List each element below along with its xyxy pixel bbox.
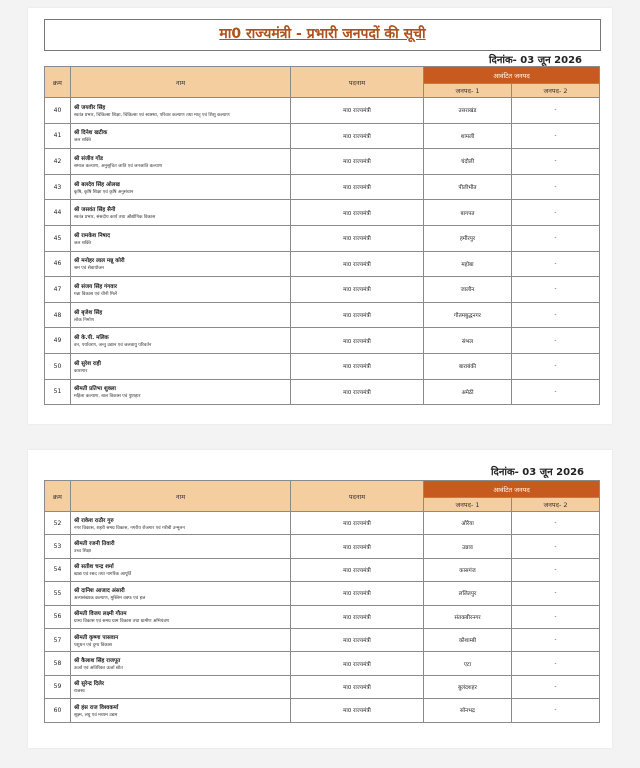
row-district-1: जालौन: [424, 277, 512, 303]
minister-department: खाद्य एवं रसद तथा नागरिक आपूर्ति: [74, 572, 132, 578]
document-title: मा0 राज्यमंत्री - प्रभारी जनपदों की सूची: [219, 26, 426, 42]
row-serial: 42: [45, 149, 71, 175]
row-district-2: -: [512, 699, 600, 722]
row-name-cell: [71, 512, 291, 535]
minister-name: श्री जसवंत सिंह सैनी: [74, 207, 116, 214]
table-row: [45, 558, 600, 581]
row-name-cell: [71, 379, 291, 405]
row-serial: 50: [45, 353, 71, 379]
document-date: दिनांक- 03 जून 2026: [488, 55, 582, 66]
row-name-cell: [71, 652, 291, 675]
table-row: [45, 535, 600, 558]
row-post: मा0 राज्यमंत्री: [291, 328, 424, 354]
minister-department: जल शक्ति: [74, 138, 92, 144]
table-row: [45, 123, 600, 149]
row-serial: 44: [45, 200, 71, 226]
minister-name: श्री बृजेश सिंह: [74, 309, 103, 316]
title-box: [44, 19, 601, 51]
minister-name: श्री जयवीर सिंह: [74, 104, 106, 111]
row-serial: 57: [45, 628, 71, 651]
row-post: मा0 राज्यमंत्री: [291, 251, 424, 277]
minister-department: स्वतंत्र प्रभार, संसदीय कार्य तथा औद्योगिक विकास: [74, 215, 156, 221]
minister-department: स्वतंत्र प्रभार, चिकित्सा शिक्षा, चिकित्सा एवं स्वास्थ्य, परिवार कल्याण तथा मातृ एवं शिशु कल्याण: [74, 112, 230, 118]
table-row: [45, 605, 600, 628]
row-serial: 60: [45, 699, 71, 722]
minister-name: श्री सुरेश राही: [74, 360, 101, 367]
row-district-2: -: [512, 379, 600, 405]
minister-department: श्रम एवं सेवायोजन: [74, 266, 105, 272]
document-page-2: [28, 450, 612, 748]
row-name-cell: [71, 251, 291, 277]
minister-name: श्रीमती रजनी तिवारी: [74, 541, 115, 548]
header-district-1: जनपद- 1: [424, 498, 512, 512]
row-district-2: -: [512, 277, 600, 303]
row-post: मा0 राज्यमंत्री: [291, 675, 424, 698]
minister-name: श्री के.पी. मलिक: [74, 335, 109, 342]
row-serial: 41: [45, 123, 71, 149]
minister-department: पशुधन एवं दुग्ध विकास: [74, 642, 112, 648]
minister-department: गन्ना विकास एवं चीनी मिलें: [74, 291, 117, 297]
row-name-cell: [71, 535, 291, 558]
minister-name: श्रीमती प्रतिभा शुक्ला: [74, 386, 116, 393]
row-district-1: महोबा: [424, 251, 512, 277]
row-district-2: -: [512, 149, 600, 175]
row-name-cell: [71, 149, 291, 175]
minister-name: श्री दानिश आजाद अंसारी: [74, 587, 125, 594]
header-district-2: जनपद- 2: [512, 84, 600, 98]
row-serial: 58: [45, 652, 71, 675]
row-name-cell: [71, 123, 291, 149]
row-district-1: औरैया: [424, 512, 512, 535]
row-post: मा0 राज्यमंत्री: [291, 605, 424, 628]
minister-name: श्री कैलाश सिंह राजपूत: [74, 658, 121, 665]
header-sn: क्रम: [45, 67, 71, 98]
minister-department: समाज कल्याण, अनुसूचित जाति एवं जनजाति कल्याण: [74, 163, 163, 169]
minister-department: कृषि, कृषि शिक्षा एवं कृषि अनुसंधान: [74, 189, 134, 195]
row-district-2: -: [512, 558, 600, 581]
header-name: नाम: [71, 481, 291, 512]
minister-name: श्री सतीश चन्द्र शर्मा: [74, 564, 114, 571]
row-post: मा0 राज्यमंत्री: [291, 174, 424, 200]
row-post: मा0 राज्यमंत्री: [291, 353, 424, 379]
row-name-cell: [71, 558, 291, 581]
row-district-1: संभल: [424, 328, 512, 354]
row-serial: 55: [45, 582, 71, 605]
minister-name: श्री मनोहर लाल मन्नू कोरी: [74, 258, 125, 265]
row-serial: 59: [45, 675, 71, 698]
row-district-2: -: [512, 200, 600, 226]
table-row: [45, 353, 600, 379]
table-row: [45, 582, 600, 605]
header-post: पदनाम: [291, 67, 424, 98]
document-page-1: [28, 8, 612, 424]
header-district-1: जनपद- 1: [424, 84, 512, 98]
table-row: [45, 251, 600, 277]
row-district-1: पीलीभीत: [424, 174, 512, 200]
row-district-2: -: [512, 605, 600, 628]
row-serial: 54: [45, 558, 71, 581]
table-row: [45, 302, 600, 328]
row-post: मा0 राज्यमंत्री: [291, 628, 424, 651]
table-row: [45, 98, 600, 124]
row-district-2: -: [512, 302, 600, 328]
minister-name: श्री दिनेश खटीक: [74, 130, 108, 137]
row-district-2: -: [512, 628, 600, 651]
row-district-2: -: [512, 652, 600, 675]
minister-department: जल शक्ति: [74, 240, 92, 246]
table-row: [45, 675, 600, 698]
ministers-table: [44, 66, 600, 405]
row-district-2: -: [512, 98, 600, 124]
row-serial: 46: [45, 251, 71, 277]
row-district-2: -: [512, 174, 600, 200]
minister-name: श्रीमती विजय लक्ष्मी गौतम: [74, 611, 127, 618]
row-name-cell: [71, 200, 291, 226]
minister-name: श्रीमती कृष्णा पासवान: [74, 634, 119, 641]
row-serial: 52: [45, 512, 71, 535]
row-district-1: संतकबीरनगर: [424, 605, 512, 628]
row-name-cell: [71, 225, 291, 251]
row-serial: 48: [45, 302, 71, 328]
row-serial: 40: [45, 98, 71, 124]
header-district-2: जनपद- 2: [512, 498, 600, 512]
row-name-cell: [71, 605, 291, 628]
row-district-1: बुलंदशहर: [424, 675, 512, 698]
row-district-2: -: [512, 582, 600, 605]
row-post: मा0 राज्यमंत्री: [291, 582, 424, 605]
row-district-2: -: [512, 353, 600, 379]
row-post: मा0 राज्यमंत्री: [291, 302, 424, 328]
row-district-1: उत्तराखंड: [424, 98, 512, 124]
row-post: मा0 राज्यमंत्री: [291, 379, 424, 405]
table-body: [45, 98, 600, 405]
minister-department: महिला कल्याण, बाल विकास एवं पुष्टाहार: [74, 394, 141, 400]
table-body: [45, 512, 600, 723]
header-name: नाम: [71, 67, 291, 98]
header-sn: क्रम: [45, 481, 71, 512]
minister-department: राजस्व: [74, 689, 85, 695]
row-serial: 53: [45, 535, 71, 558]
row-district-1: कासगंज: [424, 558, 512, 581]
row-post: मा0 राज्यमंत्री: [291, 225, 424, 251]
table-row: [45, 277, 600, 303]
row-name-cell: [71, 277, 291, 303]
row-post: मा0 राज्यमंत्री: [291, 200, 424, 226]
row-district-1: अमेठी: [424, 379, 512, 405]
row-name-cell: [71, 675, 291, 698]
minister-name: श्री संजीव गोंड: [74, 155, 103, 162]
row-serial: 47: [45, 277, 71, 303]
minister-department: नगर विकास, शहरी समग्र विकास, नगरीय रोजगार एवं गरीबी उन्मूलन: [74, 525, 185, 531]
table-row: [45, 379, 600, 405]
table-row: [45, 652, 600, 675]
minister-name: श्री राकेश राठौर गुरु: [74, 517, 114, 524]
minister-name: श्री हंस राज विश्वकर्मा: [74, 704, 119, 711]
row-district-1: हमीरपुर: [424, 225, 512, 251]
minister-department: ऊर्जा एवं अतिरिक्त ऊर्जा स्रोत: [74, 666, 123, 672]
row-district-1: कौशाम्बी: [424, 628, 512, 651]
row-district-1: बाराबंकी: [424, 353, 512, 379]
row-name-cell: [71, 174, 291, 200]
row-post: मा0 राज्यमंत्री: [291, 652, 424, 675]
row-district-2: -: [512, 675, 600, 698]
table-row: [45, 328, 600, 354]
header-allocated: आवंटित जनपद: [424, 481, 600, 498]
row-district-1: बागपत: [424, 200, 512, 226]
row-district-1: चंदौली: [424, 149, 512, 175]
row-district-1: गौतमबुद्धनगर: [424, 302, 512, 328]
minister-department: कारागार: [74, 368, 88, 374]
table-row: [45, 200, 600, 226]
row-name-cell: [71, 699, 291, 722]
row-district-2: -: [512, 225, 600, 251]
row-name-cell: [71, 302, 291, 328]
row-serial: 43: [45, 174, 71, 200]
row-post: मा0 राज्यमंत्री: [291, 98, 424, 124]
minister-department: सूक्ष्म, लघु एवं मध्यम उद्यम: [74, 712, 118, 718]
minister-name: श्री संजय सिंह गंगवार: [74, 283, 118, 290]
row-name-cell: [71, 628, 291, 651]
header-allocated: आवंटित जनपद: [424, 67, 600, 84]
row-name-cell: [71, 98, 291, 124]
table-row: [45, 628, 600, 651]
row-serial: 45: [45, 225, 71, 251]
row-post: मा0 राज्यमंत्री: [291, 512, 424, 535]
row-district-2: -: [512, 328, 600, 354]
row-post: मा0 राज्यमंत्री: [291, 149, 424, 175]
row-post: मा0 राज्यमंत्री: [291, 123, 424, 149]
table-row: [45, 149, 600, 175]
row-serial: 51: [45, 379, 71, 405]
table-row: [45, 512, 600, 535]
row-district-2: -: [512, 123, 600, 149]
row-district-1: सोनभद्र: [424, 699, 512, 722]
row-district-1: शामली: [424, 123, 512, 149]
row-post: मा0 राज्यमंत्री: [291, 558, 424, 581]
row-post: मा0 राज्यमंत्री: [291, 535, 424, 558]
minister-department: उच्च शिक्षा: [74, 549, 92, 555]
table-row: [45, 225, 600, 251]
table-row: [45, 699, 600, 722]
minister-name: श्री सुरेन्द्र दिलेर: [74, 681, 105, 688]
minister-department: वन, पर्यावरण, जन्तु उद्यान एवं जलवायु परिवर्तन: [74, 343, 152, 349]
ministers-table: [44, 480, 600, 723]
minister-department: अल्पसंख्यक कल्याण, मुस्लिम वक्फ एवं हज: [74, 595, 146, 601]
row-serial: 49: [45, 328, 71, 354]
row-district-2: -: [512, 512, 600, 535]
row-district-1: उन्नाव: [424, 535, 512, 558]
minister-department: ग्राम्य विकास एवं समग्र ग्राम विकास तथा ग्रामीण अभियंत्रण: [74, 619, 170, 625]
row-district-2: -: [512, 535, 600, 558]
minister-name: श्री रामकेश निषाद: [74, 232, 111, 239]
minister-name: श्री बलदेव सिंह ओलख: [74, 181, 120, 188]
row-name-cell: [71, 582, 291, 605]
row-district-2: -: [512, 251, 600, 277]
minister-department: लोक निर्माण: [74, 317, 94, 323]
row-name-cell: [71, 328, 291, 354]
row-name-cell: [71, 353, 291, 379]
table-row: [45, 174, 600, 200]
row-post: मा0 राज्यमंत्री: [291, 699, 424, 722]
row-serial: 56: [45, 605, 71, 628]
row-district-1: एटा: [424, 652, 512, 675]
row-district-1: ललितपुर: [424, 582, 512, 605]
row-post: मा0 राज्यमंत्री: [291, 277, 424, 303]
document-date: दिनांक- 03 जून 2026: [490, 467, 584, 478]
header-post: पदनाम: [291, 481, 424, 512]
